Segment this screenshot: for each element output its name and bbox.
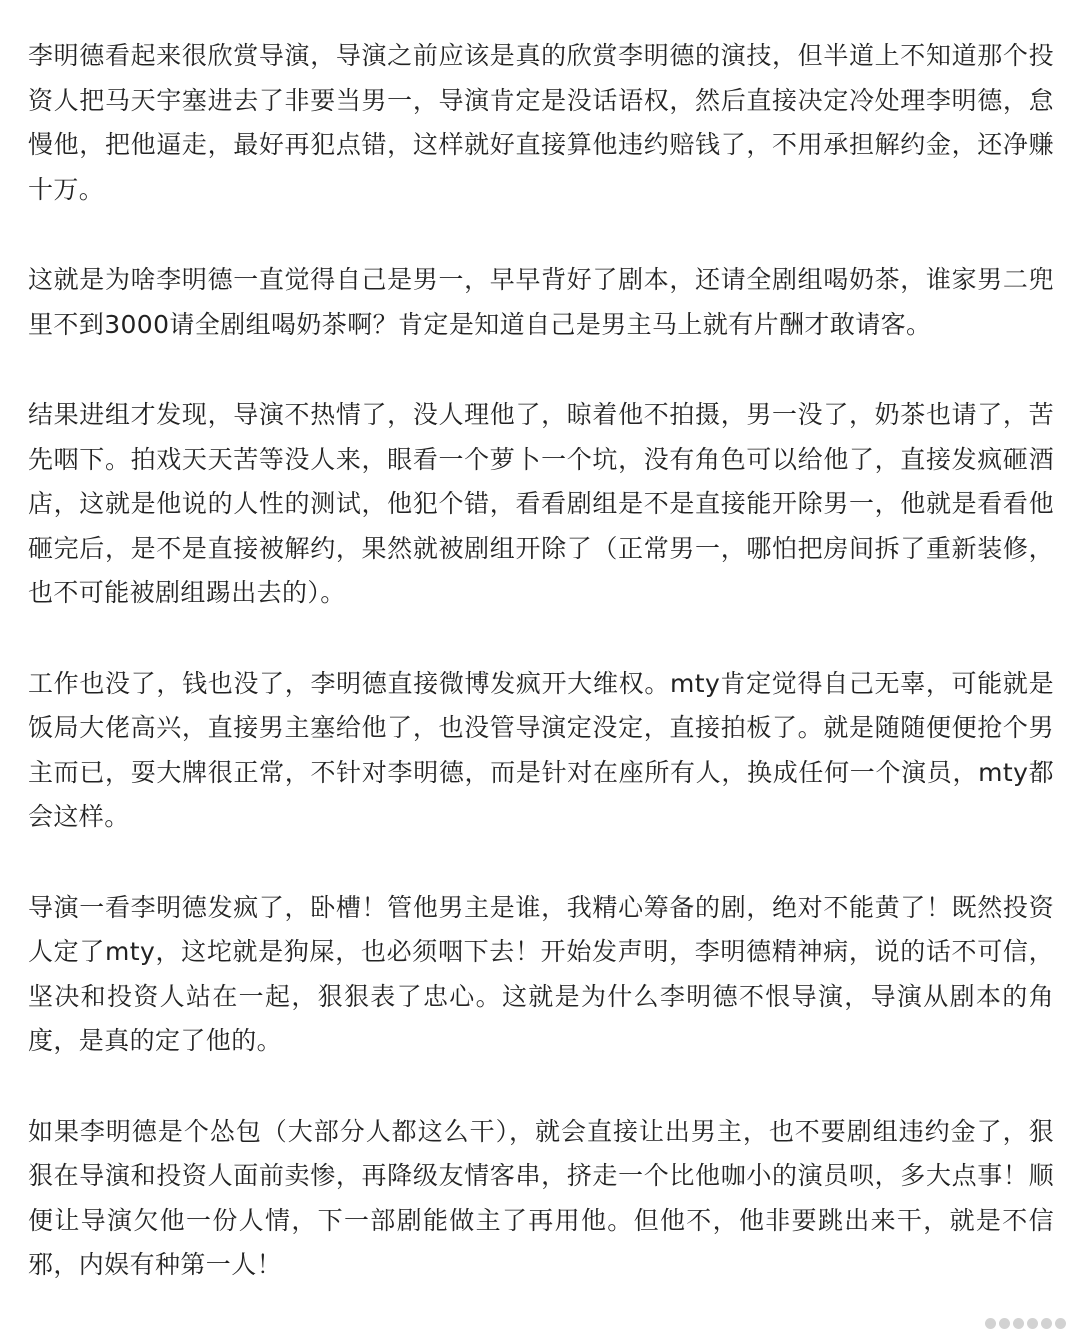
dot-3 xyxy=(1013,1318,1024,1329)
paragraph-5: 导演一看李明德发疯了，卧槽！管他男主是谁，我精心筹备的剧，绝对不能黄了！既然投资人定了mty，这坨就是狗屎，也必须咽下去！开始发声明，李明德精神病，说的话不可信，坚决和投资人站在一起，狠狠表了忠心。这就是为什么李明德不恨导演，导演从剧本的角度，是真的定了他的。 xyxy=(28,892,1054,1055)
dot-2 xyxy=(999,1318,1010,1329)
dot-6 xyxy=(1055,1318,1066,1329)
paragraph-2: 这就是为啥李明德一直觉得自己是男一，早早背好了剧本，还请全剧组喝奶茶，谁家男二兜里不到3000请全剧组喝奶茶啊？肯定是知道自己是男主马上就有片酬才敢请客。 xyxy=(28,265,1054,339)
more-dots-icon xyxy=(985,1318,1066,1329)
paragraph-1: 李明德看起来很欣赏导演，导演之前应该是真的欣赏李明德的演技，但半道上不知道那个投资人把马天宇塞进去了非要当男一，导演肯定是没话语权，然后直接决定冷处理李明德，怠慢他，把他逼走，最好再犯点错，这样就好直接算他违约赔钱了，不用承担解约金，还净赚十万。 xyxy=(28,41,1054,204)
paragraph-3: 结果进组才发现，导演不热情了，没人理他了，晾着他不拍摄，男一没了，奶茶也请了，苦先咽下。拍戏天天苦等没人来，眼看一个萝卜一个坑，没有角色可以给他了，直接发疯砸酒店，这就是他说的人性的测试，他犯个错，看看剧组是不是直接能开除男一，他就是看看他砸完后，是不是直接被解约，果然就被剧组开除了（正常男一，哪怕把房间拆了重新装修，也不可能被剧组踢出去的）。 xyxy=(28,400,1054,607)
post-body xyxy=(28,34,1054,1334)
dot-5 xyxy=(1041,1318,1052,1329)
paragraph-6: 如果李明德是个怂包（大部分人都这么干），就会直接让出男主，也不要剧组违约金了，狠狠在导演和投资人面前卖惨，再降级友情客串，挤走一个比他咖小的演员呗，多大点事！顺便让导演欠他一份人情，下一部剧能做主了再用他。但他不，他非要跳出来干，就是不信邪，内娱有种第一人！ xyxy=(28,1116,1054,1279)
dot-4 xyxy=(1027,1318,1038,1329)
dot-1 xyxy=(985,1318,996,1329)
paragraph-4: 工作也没了，钱也没了，李明德直接微博发疯开大维权。mty肯定觉得自己无辜，可能就是饭局大佬高兴，直接男主塞给他了，也没管导演定没定，直接拍板了。就是随随便便抢个男主而已，耍大牌很正常，不针对李明德，而是针对在座所有人，换成任何一个演员，mty都会这样。 xyxy=(28,668,1054,831)
